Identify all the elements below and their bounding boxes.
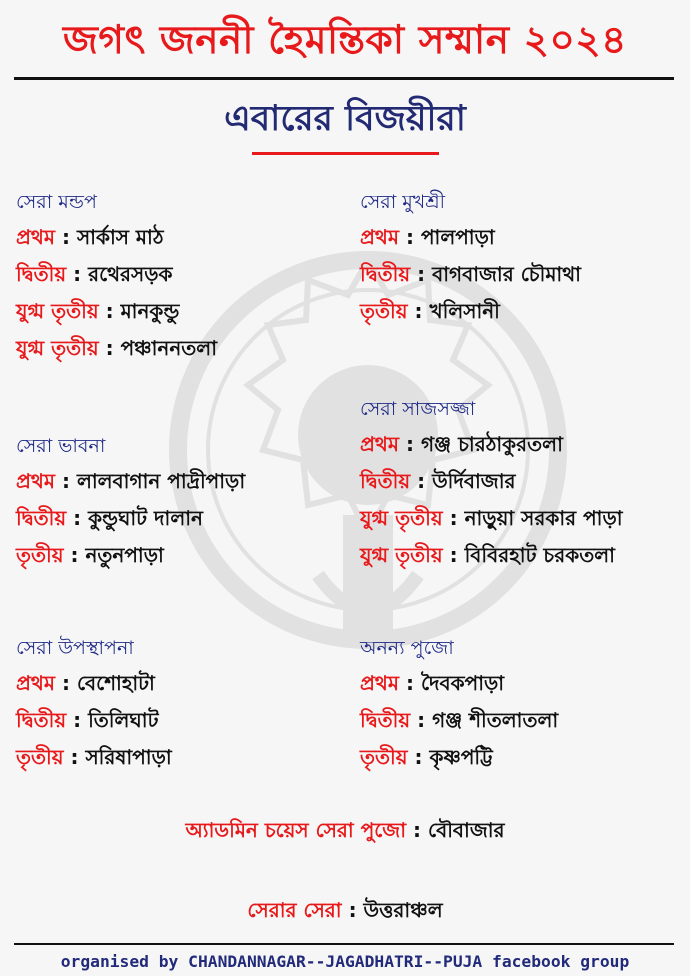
separator: : [449,543,458,567]
separator: : [61,671,70,695]
best-of-best-label: সেরার সেরা [247,898,342,922]
winner-name: পঞ্চাননতলা [120,336,217,360]
winner-name: বেশোহাটা [76,671,155,695]
title-divider [14,77,674,80]
separator: : [405,671,414,695]
footer-credit: organised by CHANDANNAGAR--JAGADHATRI--PUJA facebook group [60,952,630,971]
separator: : [70,745,79,769]
separator: : [405,225,414,249]
list-item [360,224,581,251]
rank-label: যুগ্ম তৃতীয় [360,506,443,530]
rank-label: তৃতীয় [16,745,64,769]
rank-label: প্রথম [16,671,55,695]
list-item [360,505,623,532]
rank-label: তৃতীয় [360,299,408,323]
separator: : [414,299,423,323]
section-best-presentation [16,636,172,781]
separator: : [73,708,82,732]
best-of-best-winner: উত্তরাঞ্চল [363,898,443,922]
separator: : [73,506,82,530]
winner-name: গঞ্জ চারঠাকুরতলা [420,432,563,456]
rank-label: তৃতীয় [16,543,64,567]
list-item [16,224,217,251]
rank-label: প্রথম [360,225,399,249]
winner-name: সরিষাপাড়া [85,745,172,769]
page-title: জগৎ জননী হৈমন্তিকা সম্মান ২০২৪ [63,18,627,63]
winner-name: নাড়ুয়া সরকার পাড়া [464,506,623,530]
section-best-face [360,190,581,335]
list-item [360,707,558,734]
separator: : [105,299,114,323]
separator: : [61,225,70,249]
separator: : [348,898,357,922]
winner-name: কৃষ্ণপট্টি [429,745,493,769]
section-best-decor [360,397,623,579]
winner-name: খলিসানী [429,299,500,323]
rank-label: প্রথম [16,225,55,249]
separator: : [405,432,414,456]
winner-name: বাগবাজার চৌমাথা [432,262,581,286]
separator: : [105,336,114,360]
best-of-best [0,895,690,925]
subtitle-underline [252,152,439,155]
rank-label: যুগ্ম তৃতীয় [16,299,99,323]
winner-name: বিবিরহাট চরকতলা [464,543,615,567]
footer-divider [14,943,674,945]
winner-name: সার্কাস মাঠ [76,225,164,249]
list-item [16,298,217,325]
rank-label: প্রথম [360,671,399,695]
list-item [360,744,558,771]
rank-label: দ্বিতীয় [16,708,67,732]
separator: : [417,708,426,732]
list-item [16,707,172,734]
winner-name: নতুনপাড়া [85,543,164,567]
separator: : [61,469,70,493]
list-item [16,542,245,569]
list-item [16,505,245,532]
list-item [16,335,217,362]
separator: : [73,262,82,286]
admin-choice [0,815,690,845]
rank-label: দ্বিতীয় [360,708,411,732]
winner-name: পালপাড়া [420,225,495,249]
winner-name: রথেরসড়ক [88,262,173,286]
list-item [360,670,558,697]
list-item [16,468,245,495]
rank-label: দ্বিতীয় [16,262,67,286]
separator: : [414,745,423,769]
list-item [360,542,623,569]
category-title: অনন্য পুজো [360,637,454,659]
winner-name: দৈবকপাড়া [420,671,505,695]
separator: : [417,262,426,286]
category-title: সেরা সাজসজ্জা [360,398,476,420]
rank-label: প্রথম [16,469,55,493]
list-item [360,468,623,495]
separator: : [417,469,426,493]
category-title: সেরা মুখশ্রী [360,191,446,213]
winner-name: কুন্ডুঘাট দালান [88,506,203,530]
section-best-theme [16,434,245,579]
separator: : [412,818,421,842]
list-item [360,431,623,458]
rank-label: যুগ্ম তৃতীয় [360,543,443,567]
page-subtitle: এবারের বিজয়ীরা [224,99,466,139]
list-item [16,670,172,697]
admin-choice-label: অ্যাডমিন চয়েস সেরা পুজো [185,818,407,842]
rank-label: দ্বিতীয় [360,469,411,493]
separator: : [70,543,79,567]
rank-label: দ্বিতীয় [16,506,67,530]
list-item [16,261,217,288]
winner-name: মানকুন্ডু [120,299,180,323]
winner-name: গঞ্জ শীতলাতলা [432,708,559,732]
section-unique-puja [360,636,558,781]
category-title: সেরা ভাবনা [16,435,106,457]
list-item [16,744,172,771]
list-item [360,261,581,288]
rank-label: তৃতীয় [360,745,408,769]
section-best-mandap [16,190,217,372]
category-title: সেরা উপস্থাপনা [16,637,134,659]
admin-choice-winner: বৌবাজার [427,818,505,842]
list-item [360,298,581,325]
category-title: সেরা মন্ডপ [16,191,97,213]
separator: : [449,506,458,530]
rank-label: যুগ্ম তৃতীয় [16,336,99,360]
rank-label: দ্বিতীয় [360,262,411,286]
winner-name: তিলিঘাট [88,708,159,732]
winner-name: উর্দিবাজার [432,469,516,493]
rank-label: প্রথম [360,432,399,456]
winner-name: লালবাগান পাদ্রীপাড়া [76,469,246,493]
